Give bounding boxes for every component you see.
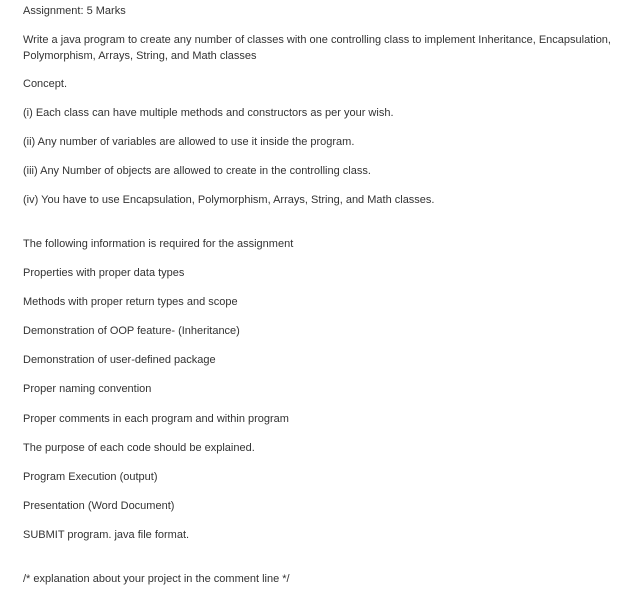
requirement-item: Presentation (Word Document) (23, 500, 175, 512)
concept-point: (i) Each class can have multiple methods and constructors as per your wish. (23, 107, 394, 119)
requirement-item: SUBMIT program. java file format. (23, 529, 190, 541)
concept-heading: Concept. (23, 78, 68, 90)
concept-point: (iii) Any Number of objects are allowed to create in the controlling class. (23, 165, 371, 177)
comment-note: /* explanation about your project in the comment line */ (23, 573, 290, 585)
requirement-item: Demonstration of OOP feature- (Inheritance) (23, 325, 240, 337)
concept-point: (ii) Any number of variables are allowed to use it inside the program. (23, 136, 355, 148)
requirement-item: Demonstration of user-defined package (23, 354, 216, 366)
concept-point: (iv) You have to use Encapsulation, Polymorphism, Arrays, String, and Math classes. (23, 194, 435, 206)
requirement-item: Proper naming convention (23, 383, 152, 395)
assignment-marks: Assignment: 5 Marks (23, 5, 126, 17)
requirement-item: Properties with proper data types (23, 267, 185, 279)
requirement-item: The purpose of each code should be explained. (23, 442, 255, 454)
task-description: Write a java program to create any number of classes with one controlling class to implement Inheritance, Encapsulation, Polymorphism, Arrays, String, and Math classes (23, 34, 611, 62)
requirement-item: Program Execution (output) (23, 471, 158, 483)
requirement-item: Proper comments in each program and within program (23, 413, 289, 425)
requirements-intro: The following information is required for the assignment (23, 238, 294, 250)
requirement-item: Methods with proper return types and scope (23, 296, 238, 308)
